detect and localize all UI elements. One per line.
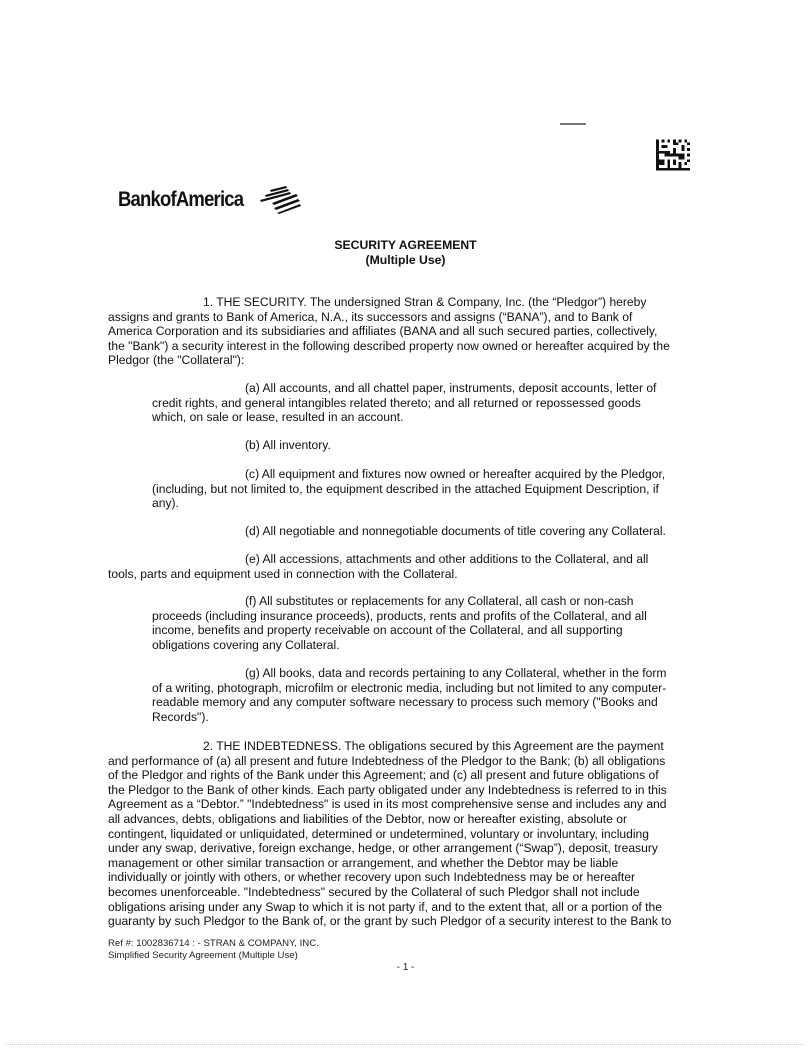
text-line: which, on sale or lease, resulted in an account. [152,410,404,425]
text-line: (b) All inventory. [245,438,331,452]
text-line: under any swap, derivative, foreign exchange, hedge, or other arrangement (“Swap”), deposit, treasury [108,841,658,856]
collateral-item-c [152,467,698,511]
text-line: Pledgor (the "Collateral"): [108,353,245,368]
text-line: all advances, debts, obligations and liabilities of the Debtor, now or hereafter existing, absolute or [108,811,627,826]
scan-mark [560,123,586,125]
text-line: income, benefits and property receivable on account of the Collateral, and all supporting [152,623,623,638]
collateral-item-d [152,524,698,539]
text-line: Agreement as a “Debtor.” "Indebtedness" is used in its most comprehensive sense and includes any and [108,797,667,812]
section-1-paragraph [108,295,698,368]
text-line: America Corporation and its subsidiaries and affiliates (BANA and all such secured parties, collectively, [108,324,658,339]
text-line: proceeds (including insurance proceeds), products, rents and profits of the Collateral, and all [152,608,647,623]
document-title-block [0,238,811,268]
scan-edge-line [6,1044,805,1045]
text-line: of a writing, photograph, microfilm or electronic media, including but not limited to any computer- [152,680,667,695]
document-name: Simplified Security Agreement (Multiple Use) [108,949,298,961]
text-line: (including, but not limited to, the equipment described in the attached Equipment Description, if [152,481,659,496]
collateral-item-b [152,438,698,453]
text-line: the "Bank") a security interest in the following described property now owned or hereafter acquired by the [108,338,670,353]
text-line: assigns and grants to Bank of America, N.A., its successors and assigns (“BANA”), and to Bank of [108,309,633,324]
datamatrix-barcode-icon [656,139,690,171]
text-line: (d) All negotiable and nonnegotiable documents of title covering any Collateral. [245,524,666,538]
text-line: and performance of (a) all present and future Indebtedness of the Pledgor to the Bank; (b) all obligations [108,753,666,768]
text-line: (a) All accounts, and all chattel paper, instruments, deposit accounts, letter of [245,381,657,395]
text-line: (g) All books, data and records pertaining to any Collateral, whether in the form [245,666,667,680]
bank-of-america-logo [118,186,302,214]
text-line: 1. THE SECURITY. The undersigned Stran & Company, Inc. (the “Pledgor”) hereby [203,295,647,309]
logo-wordmark: BankofAmerica [118,188,244,211]
section-2-paragraph [108,739,698,929]
text-line: tools, parts and equipment used in connection with the Collateral. [108,566,458,581]
document-title: SECURITY AGREEMENT [334,238,477,252]
text-line: contingent, liquidated or unliquidated, determined or undetermined, voluntary or involuntary, including [108,826,649,841]
text-line: (e) All accessions, attachments and other additions to the Collateral, and all [245,552,649,566]
text-line: obligations arising under any Swap to which it is not party if, and to the extent that, all or a portion of the [108,899,662,914]
text-line: Records"). [152,709,209,724]
collateral-item-f [152,594,698,652]
text-line: guaranty by such Pledgor to the Bank of, or the grant by such Pledgor of a security interest to the Bank to [108,914,672,929]
text-line: 2. THE INDEBTEDNESS. The obligations secured by this Agreement are the payment [203,739,664,753]
text-line: management or other similar transaction or arrangement, and whether the Debtor may be liable [108,855,619,870]
text-line: readable memory and any computer software necessary to process such memory ("Books and [152,695,658,710]
collateral-item-g [152,666,698,724]
collateral-item-a [152,381,698,425]
reference-number: Ref #: 1002836714 : - STRAN & COMPANY, INC. [108,938,319,949]
text-line: credit rights, and general intangibles related thereto; and all returned or repossessed goods [152,395,641,410]
text-line: (c) All equipment and fixtures now owned or hereafter acquired by the Pledgor, [245,467,666,481]
collateral-item-e [108,552,698,581]
text-line: individually or jointly with others, or whether recovery upon such Indebtedness may be or hereafter [108,870,636,885]
page-footer [108,938,319,962]
text-line: obligations covering any Collateral. [152,637,340,652]
page-number: - 1 - [396,962,415,973]
flag-logo-icon [252,186,302,214]
text-line: of the Pledgor and rights of the Bank under this Agreement; and (c) all present and future obligations of [108,768,659,783]
text-line: (f) All substitutes or replacements for any Collateral, all cash or non-cash [245,594,634,608]
text-line: any). [152,496,179,511]
document-subtitle: (Multiple Use) [365,253,446,267]
text-line: becomes unenforceable. "Indebtedness" secured by the Collateral of such Pledgor shall not include [108,884,640,899]
text-line: the Pledgor to the Bank of other kinds. Each party obligated under any Indebtedness is referred to in this [108,782,667,797]
